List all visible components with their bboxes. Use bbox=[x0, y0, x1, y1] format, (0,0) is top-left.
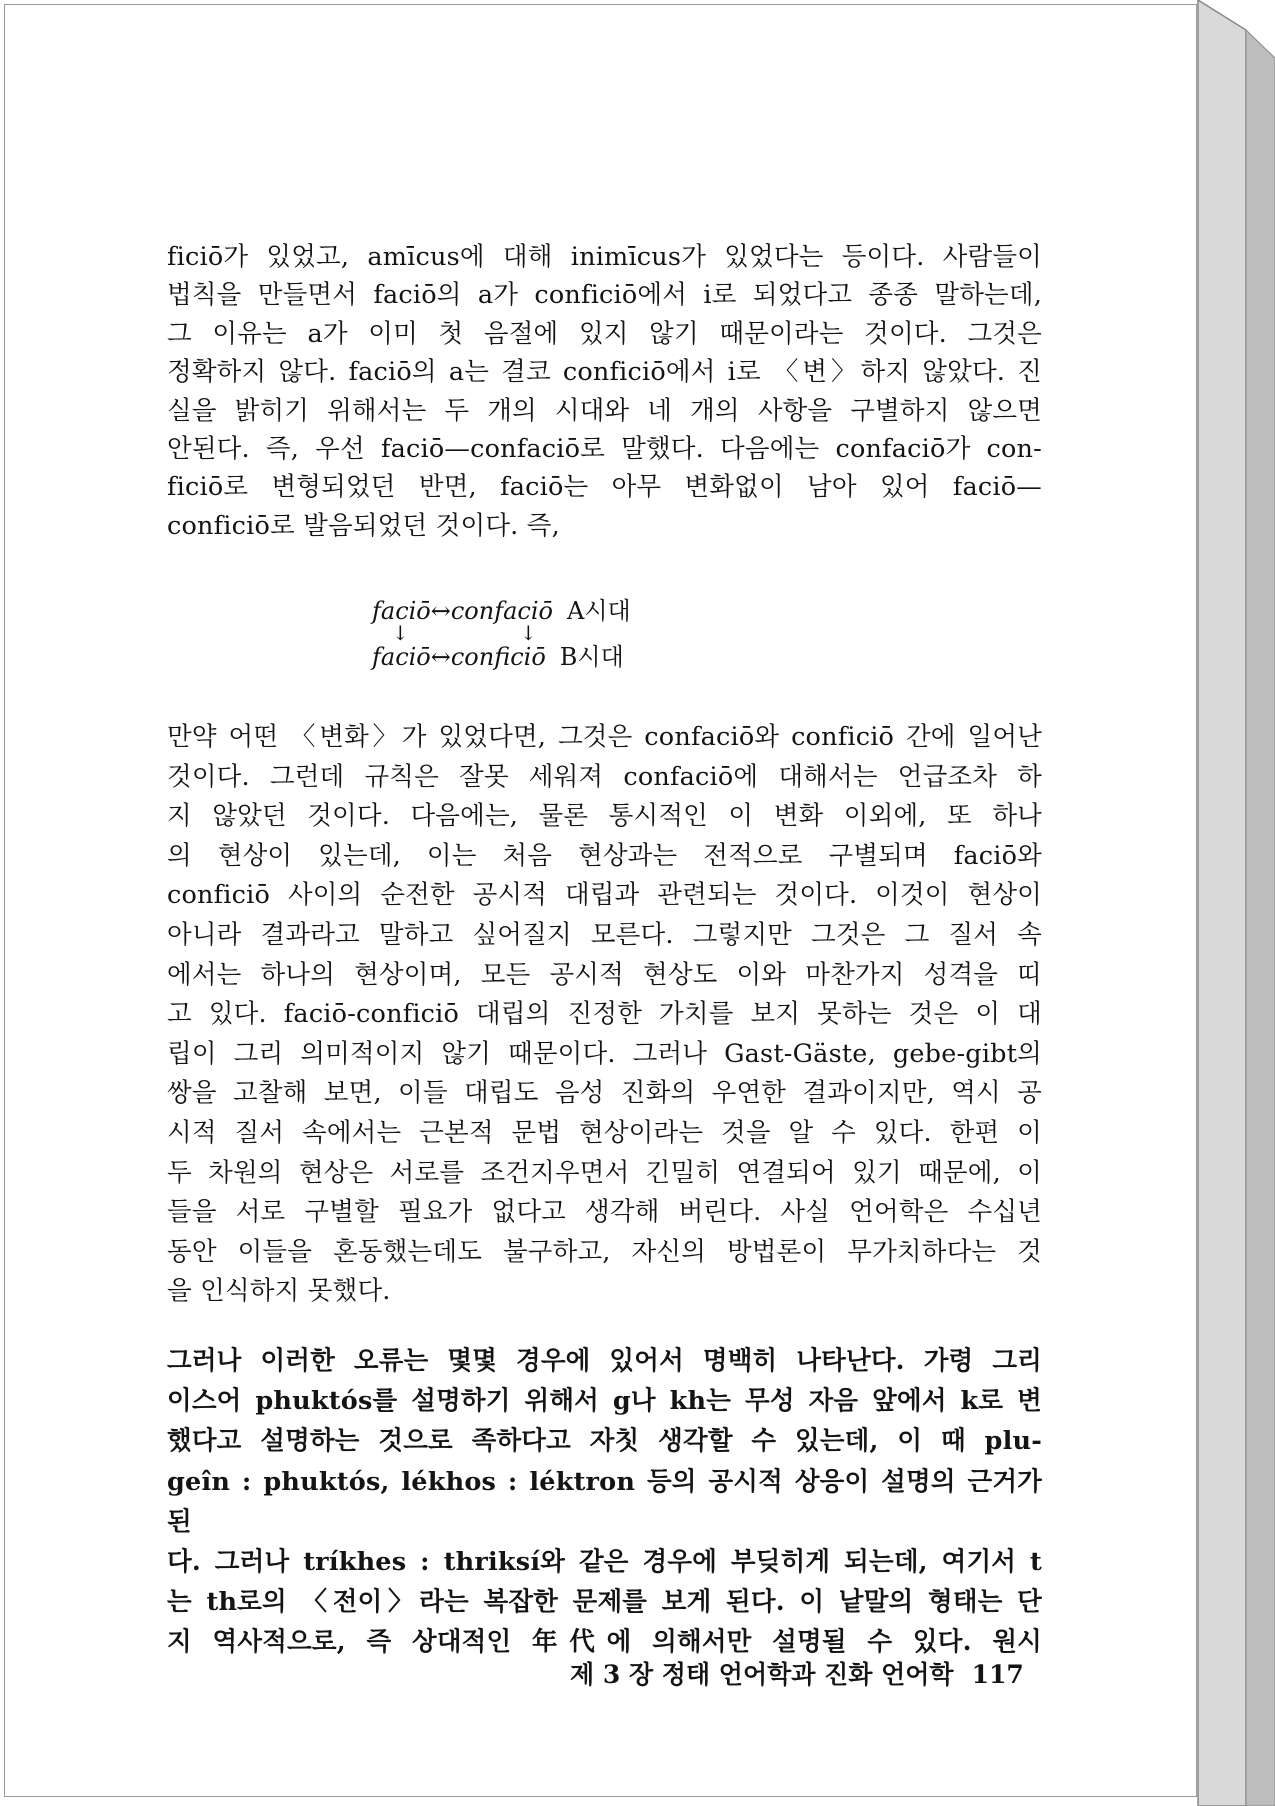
text-line: 다. 그러나 tríkhes : thriksí와 같은 경우에 부딪히게 되는데, 여기서 t bbox=[167, 1547, 1042, 1578]
text-line: 동안 이들을 혼동했는데도 불구하고, 자신의 방법론이 무가치하다는 것 bbox=[167, 1236, 1042, 1267]
text-line: 정확하지 않다. faciō의 a는 결코 conficiō에서 i로 〈변〉하지 않았다. 진 bbox=[167, 357, 1042, 388]
text-line: ficiō가 있었고, amīcus에 대해 inimīcus가 있었다는 등이다. 사람들이 bbox=[167, 242, 1042, 272]
formula-row-b-terms: faciō↔conficiō bbox=[372, 643, 546, 671]
text-line: 립이 그리 의미적이지 않기 때문이다. 그러나 Gast-Gäste, gebe-gibt의 bbox=[167, 1038, 1042, 1069]
text-line: ficiō로 변형되었던 반면, faciō는 아무 변화없이 남아 있어 faciō— bbox=[167, 472, 1042, 503]
paragraph-1 bbox=[167, 238, 1042, 545]
running-head-chapter: 제 3 장 정태 언어학과 진화 언어학 bbox=[570, 1660, 954, 1689]
formula-row-a bbox=[372, 597, 672, 625]
text-line: 의 현상이 있는데, 이는 처음 현상과는 전적으로 구별되며 faciō와 bbox=[167, 840, 1042, 871]
text-line: geîn : phuktós, lékhos : léktron 등의 공시적 상응이 설명의 근거가 된 bbox=[167, 1466, 1042, 1537]
paragraph-3 bbox=[167, 1341, 1042, 1663]
text-line: 안된다. 즉, 우선 faciō—confaciō로 말했다. 다음에는 confaciō가 con- bbox=[167, 434, 1042, 465]
text-line: 이스어 phuktós를 설명하기 위해서 g나 kh는 무성 자음 앞에서 k로 변 bbox=[167, 1386, 1042, 1417]
formula-arrows bbox=[372, 622, 672, 644]
text-line: 들을 서로 구별할 필요가 없다고 생각해 버린다. 사실 언어학은 수십년 bbox=[167, 1197, 1042, 1228]
page-footer bbox=[570, 1655, 1024, 1691]
text-line: 법칙을 만들면서 faciō의 a가 conficiō에서 i로 되었다고 종종 말하는데, bbox=[167, 280, 1042, 311]
text-line: 두 차원의 현상은 서로를 조건지우면서 긴밀히 연결되어 있기 때문에, 이 bbox=[167, 1157, 1042, 1188]
era-b-label: B시대 bbox=[559, 643, 624, 671]
era-formula bbox=[372, 597, 672, 671]
text-line: 에서는 하나의 현상이며, 모든 공시적 현상도 이와 마찬가지 성격을 띠 bbox=[167, 959, 1042, 990]
text-line: 지 역사적으로, 즉 상대적인 年代에 의해서만 설명될 수 있다. 원시 bbox=[167, 1627, 1042, 1658]
text-line: 는 th로의 〈전이〉라는 복잡한 문제를 보게 된다. 이 낱말의 형태는 단 bbox=[167, 1587, 1042, 1618]
text-line: 고 있다. faciō-conficiō 대립의 진정한 가치를 보지 못하는 것은 이 대 bbox=[167, 999, 1042, 1030]
text-line: 쌍을 고찰해 보면, 이들 대립도 음성 진화의 우연한 결과이지만, 역시 공 bbox=[167, 1078, 1042, 1109]
text-line: 을 인식하지 못했다. bbox=[167, 1276, 391, 1307]
paragraph-2 bbox=[167, 718, 1042, 1312]
text-line: conficiō로 발음되었던 것이다. 즉, bbox=[167, 510, 560, 541]
down-arrow-icon: ↓ bbox=[392, 621, 409, 645]
text-line: 그러나 이러한 오류는 몇몇 경우에 있어서 명백히 나타난다. 가령 그리 bbox=[167, 1346, 1042, 1376]
text-line: 시적 질서 속에서는 근본적 문법 현상이라는 것을 알 수 있다. 한편 이 bbox=[167, 1117, 1042, 1148]
text-line: 실을 밝히기 위해서는 두 개의 시대와 네 개의 사항을 구별하지 않으면 bbox=[167, 395, 1042, 426]
text-line: 지 않았던 것이다. 다음에는, 물론 통시적인 이 변화 이외에, 또 하나 bbox=[167, 801, 1042, 832]
text-line: 아니라 결과라고 말하고 싶어질지 모른다. 그렇지만 그것은 그 질서 속 bbox=[167, 919, 1042, 950]
page-number: 117 bbox=[971, 1660, 1024, 1689]
text-line: conficiō 사이의 순전한 공시적 대립과 관련되는 것이다. 이것이 현상이 bbox=[167, 880, 1042, 911]
text-line: 만약 어떤 〈변화〉가 있었다면, 그것은 confaciō와 conficiō 간에 일어난 bbox=[167, 722, 1042, 752]
formula-row-b bbox=[372, 643, 672, 671]
text-line: 했다고 설명하는 것으로 족하다고 자칫 생각할 수 있는데, 이 때 plu- bbox=[167, 1426, 1042, 1457]
text-line: 그 이유는 a가 이미 첫 음절에 있지 않기 때문이라는 것이다. 그것은 bbox=[167, 318, 1042, 349]
formula-row-a-terms: faciō↔confaciō bbox=[372, 597, 553, 625]
text-line: 것이다. 그런데 규칙은 잘못 세워져 confaciō에 대해서는 언급조차 하 bbox=[167, 761, 1042, 792]
era-a-label: A시대 bbox=[566, 597, 631, 625]
down-arrow-icon: ↓ bbox=[520, 621, 537, 645]
